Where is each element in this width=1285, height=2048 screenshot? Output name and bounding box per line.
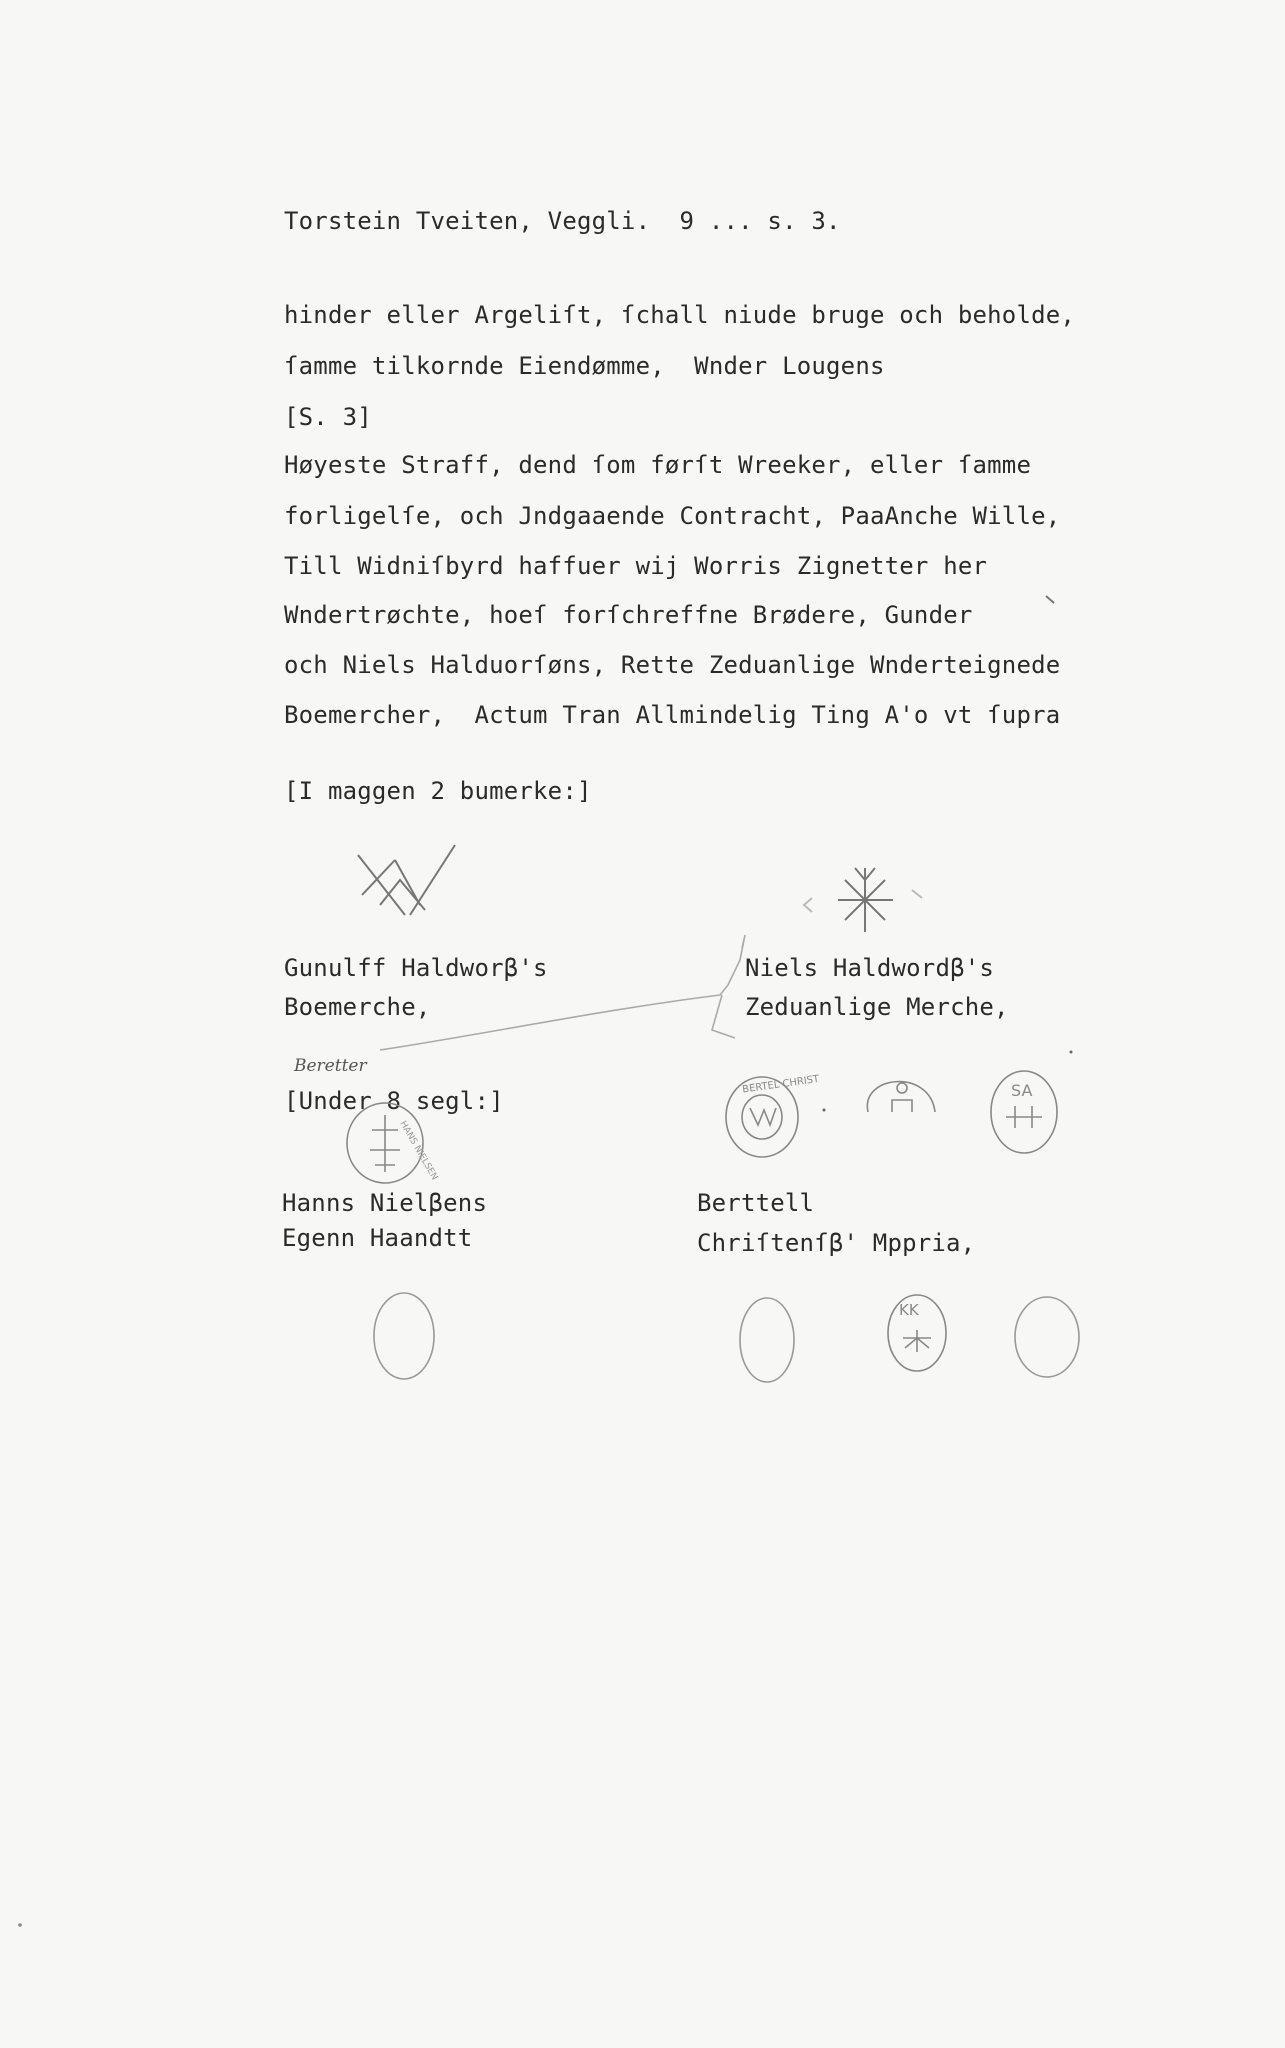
body-line-2: ſamme tilkornde Eiendømme, Wnder Lougens: [284, 352, 885, 380]
house-mark-1-icon: [358, 845, 455, 915]
body-line-7: och Niels Halduorſøns, Rette Zeduanlige Wnderteignede: [284, 651, 1061, 679]
signatory-berttell-label: Chriſtenſβ' Mppria,: [697, 1229, 976, 1257]
seal-b-icon: [867, 1082, 935, 1112]
seal-blank-2-icon: [740, 1298, 794, 1382]
body-line-8: Boemercher, Actum Tran Allmindelig Ting A'o vt ſupra: [284, 701, 1061, 729]
house-mark-2-icon: [804, 868, 922, 932]
signatory-berttell-name: Berttell: [697, 1189, 815, 1217]
page-header: Torstein Tveiten, Veggli. 9 ... s. 3.: [284, 207, 841, 235]
seal-c-text: SA: [1011, 1081, 1033, 1100]
signatory-right-name: Niels Haldwordβ's: [745, 954, 995, 982]
body-line-5: Till Widniſbyrd haffuer wij Worris Zignetter her: [284, 552, 988, 580]
stray-dot-2: [823, 1109, 826, 1112]
seal-d-text: HANS NIELSEN: [397, 1119, 440, 1183]
seal-e-text: KK: [899, 1301, 919, 1319]
body-line-3: Høyeste Straff, dend ſom førſt Wreeker, eller ſamme: [284, 451, 1032, 479]
body-line-4: forligelſe, och Jndgaaende Contracht, PaaAnche Wille,: [284, 502, 1061, 530]
body-line-6: Wndertrøchte, hoeſ forſchreffne Brødere, Gunder: [284, 601, 973, 629]
stray-dot: [1070, 1051, 1073, 1054]
stray-dot-3: [18, 1923, 22, 1927]
seal-a-text: BERTEL CHRIST: [741, 1073, 820, 1096]
signatory-left-label: Boemerche,: [284, 993, 431, 1021]
signatory-right-label: Zeduanlige Merche,: [745, 993, 1009, 1021]
body-line-1: hinder eller Argeliſt, ſchall niude bruge och beholde,: [284, 301, 1076, 329]
seal-blank-1-icon: [374, 1293, 434, 1379]
stray-mark: [1046, 596, 1054, 603]
signatory-hanns-name: Hanns Nielβens: [282, 1189, 488, 1217]
signatory-left-name: Gunulff Haldworβ's: [284, 954, 548, 982]
margin-note: [I maggen 2 bumerke:]: [284, 777, 592, 805]
seal-note: [Under 8 segl:]: [284, 1087, 504, 1115]
signatory-hanns-label: Egenn Haandtt: [282, 1224, 473, 1252]
page-marker: [S. 3]: [284, 403, 372, 431]
connecting-line: [380, 935, 745, 1050]
handwritten-note: Beretter: [294, 1056, 367, 1076]
seal-blank-3-icon: [1015, 1297, 1079, 1377]
